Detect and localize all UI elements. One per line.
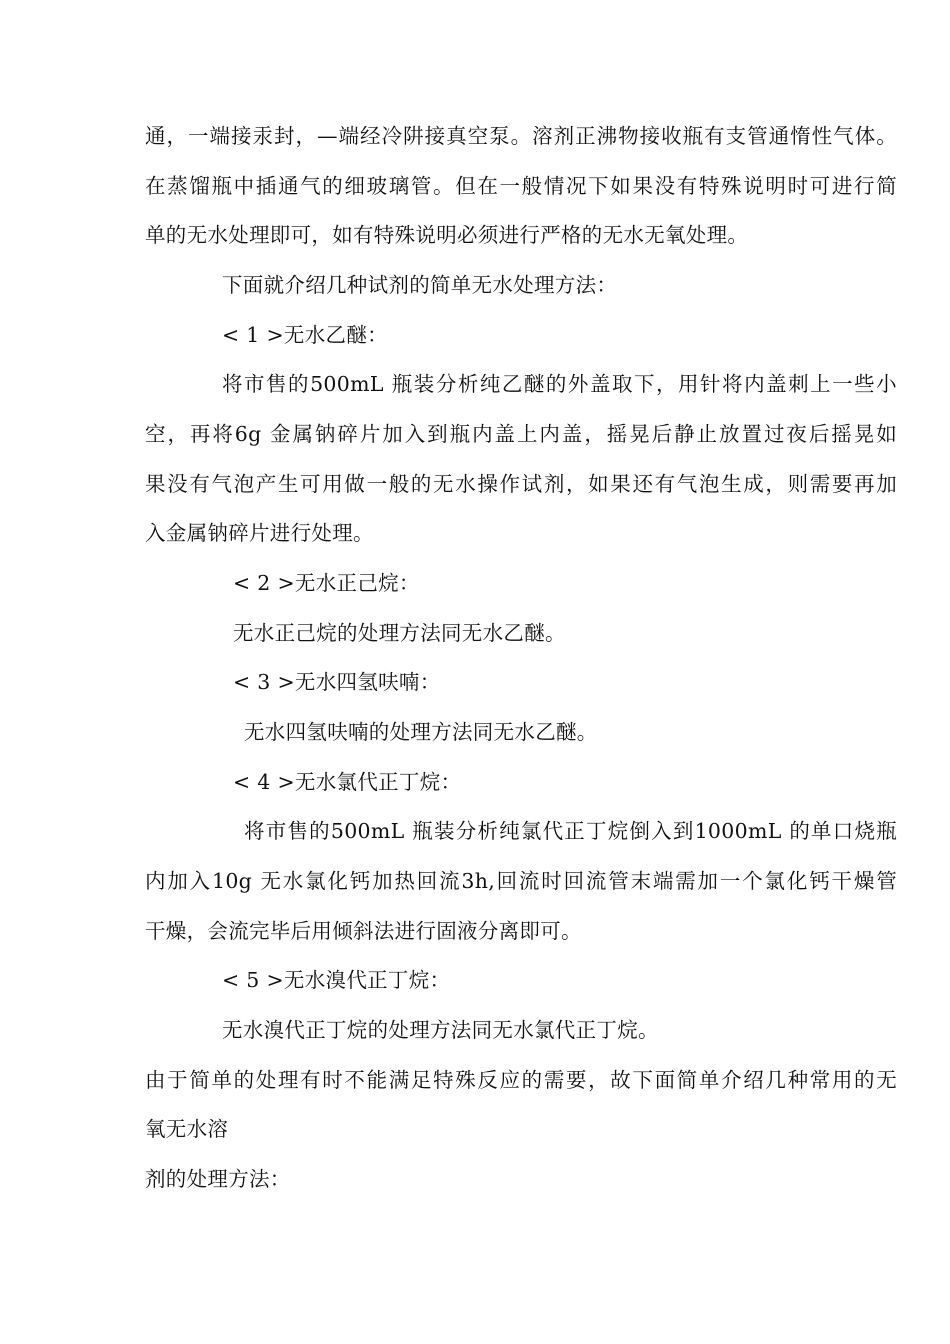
section-1-line-1: 将市售的500mL 瓶装分析纯乙醚的外盖取下，用针将内盖刺上一些小 [222, 372, 897, 396]
intro-line: 下面就介绍几种试剂的简单无水处理方法： [222, 273, 618, 297]
section-heading-2: < 2 >无水正己烷： [233, 571, 420, 595]
section-4-line-1: 将市售的500mL 瓶装分析纯氯代正丁烷倒入到1000mL 的单口烧瓶 [244, 819, 897, 843]
section-heading-1: < 1 >无水乙醚： [222, 323, 388, 347]
section-2-body: 无水正己烷的处理方法同无水乙醚。 [233, 621, 566, 645]
paragraph-line-1: 通，一端接汞封，—端经冷阱接真空泵。溶剂正沸物接收瓶有支管通惰性气体。 [145, 124, 897, 148]
section-4-line-3: 干燥，会流完毕后用倾斜法进行固液分离即可。 [145, 919, 582, 943]
section-1-line-4: 入金属钠碎片进行处理。 [145, 521, 374, 545]
closing-line-1: 由于简单的处理有时不能满足特殊反应的需要，故下面简单介绍几种常用的无 [145, 1068, 897, 1092]
paragraph-line-3: 单的无水处理即可，如有特殊说明必须进行严格的无水无氧处理。 [145, 223, 749, 247]
section-1-line-3: 果没有气泡产生可用做一般的无水操作试剂，如果还有气泡生成，则需要再加 [145, 472, 897, 496]
closing-line-2: 氧无水溶 [145, 1117, 229, 1141]
section-5-body: 无水溴代正丁烷的处理方法同无水氯代正丁烷。 [222, 1018, 659, 1042]
paragraph-line-2: 在蒸馏瓶中插通气的细玻璃管。但在一般情况下如果没有特殊说明时可进行简 [145, 174, 897, 198]
closing-line-3: 剂的处理方法： [145, 1167, 291, 1191]
section-heading-4: < 4 >无水氯代正丁烷： [233, 770, 462, 794]
section-4-line-2: 内加入10g 无水氯化钙加热回流3h,回流时回流管末端需加一个氯化钙干燥管 [145, 869, 897, 893]
section-3-body: 无水四氢呋喃的处理方法同无水乙醚。 [244, 720, 598, 744]
section-heading-3: < 3 >无水四氢呋喃： [233, 670, 441, 694]
section-heading-5: < 5 >无水溴代正丁烷： [222, 968, 451, 992]
section-1-line-2: 空，再将6g 金属钠碎片加入到瓶内盖上内盖，摇晃后静止放置过夜后摇晃如 [145, 422, 897, 446]
